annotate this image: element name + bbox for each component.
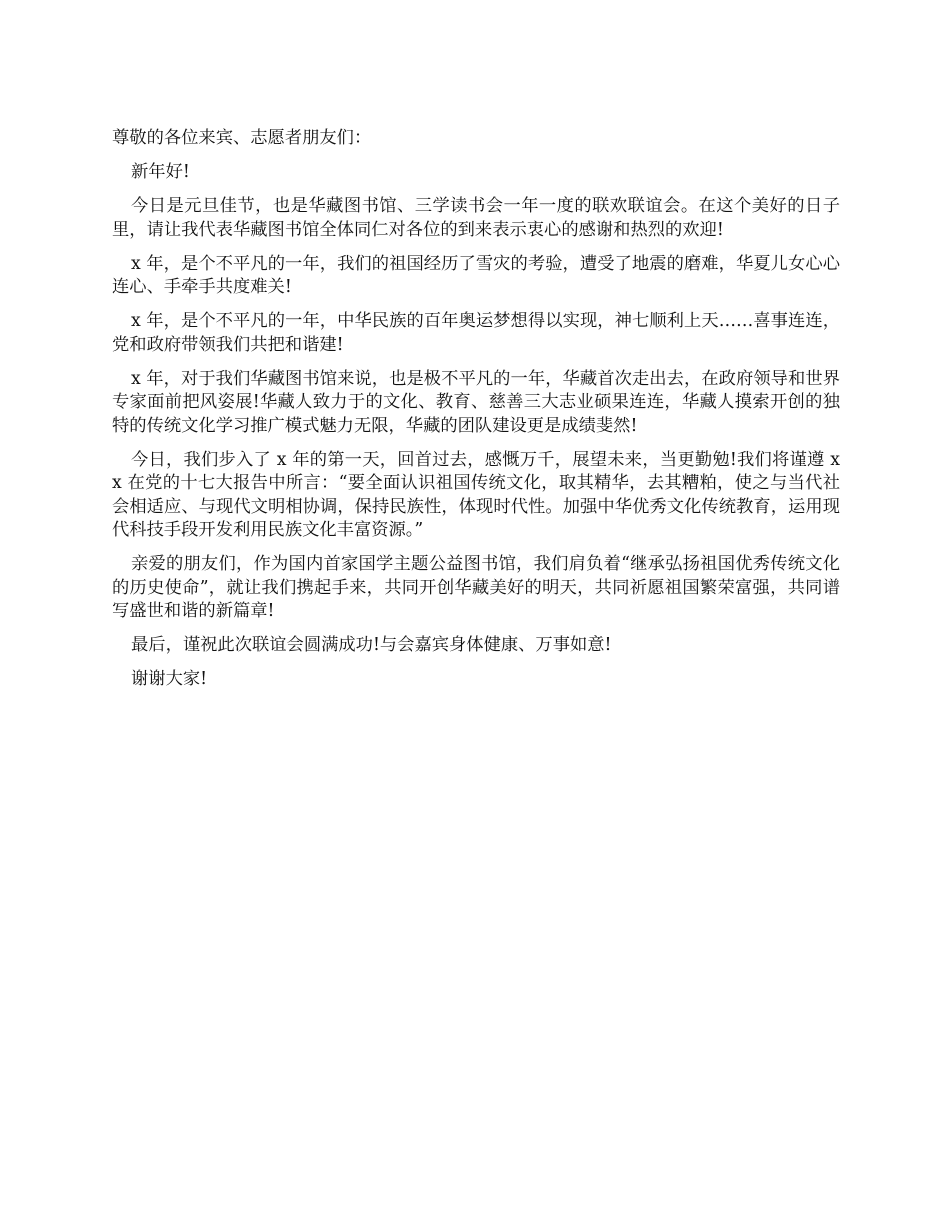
paragraph-new-year: 今日，我们步入了 x 年的第一天，回首过去，感慨万千，展望未来，当更勤勉!我们将谨遵 xx 在党的十七大报告中所言：“要全面认识祖国传统文化，取其精华，去其糟粕，使之与当代社会相适应、与现代文明相协调，保持民族性，体现时代性。加强中华优秀文化传统教育，运用现代科技手段开发利用民族文化丰富资源。”: [112, 449, 840, 540]
paragraph-mission: 亲爱的朋友们，作为国内首家国学主题公益图书馆，我们肩负着“继承弘扬祖国优秀传统文化的历史使命”，就让我们携起手来，共同开创华藏美好的明天，共同祈愿祖国繁荣富强，共同谱写盛世和谐的新篇章!: [112, 554, 840, 621]
paragraph-greeting: 新年好!: [131, 162, 190, 182]
paragraph-achievements: x 年，是个不平凡的一年，中华民族的百年奥运梦想得以实现，神七顺利上天……喜事连连， 党和政府带领我们共把和谐建!: [112, 311, 840, 355]
salutation: 尊敬的各位来宾、志愿者朋友们：: [112, 128, 372, 148]
paragraph-hardships: x 年，是个不平凡的一年，我们的祖国经历了雪灾的考验，遭受了地震的磨难，华夏儿女心心连心、手牵手共度难关!: [112, 253, 840, 297]
document-body: [112, 127, 840, 702]
paragraph-wishes: 最后，谨祝此次联谊会圆满成功!与会嘉宾身体健康、万事如意!: [131, 635, 612, 655]
paragraph-thanks: 谢谢大家!: [131, 669, 208, 689]
paragraph-library-year: x 年，对于我们华藏图书馆来说，也是极不平凡的一年，华藏首次走出去，在政府领导和世界专家面前把风姿展!华藏人致力于的文化、教育、慈善三大志业硕果连连，华藏人摸索开创的独特的传统文化学习推广模式魅力无限，华藏的团队建设更是成绩斐然!: [112, 368, 840, 436]
paragraph-welcome: 今日是元旦佳节，也是华藏图书馆、三学读书会一年一度的联欢联谊会。在这个美好的日子里，请让我代表华藏图书馆全体同仁对各位的到来表示衷心的感谢和热烈的欢迎!: [112, 196, 840, 240]
